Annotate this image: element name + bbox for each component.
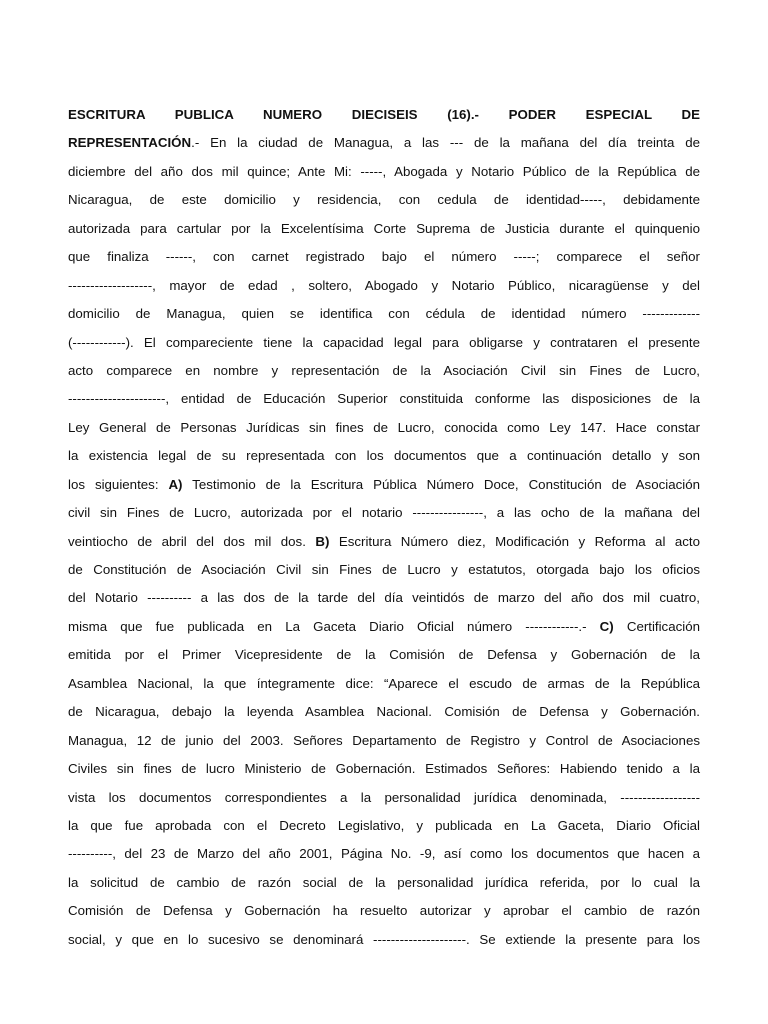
document-line <box>68 329 700 357</box>
text-segment: -------------------, mayor de edad , soltero, Abogado y Notario Público, nicaragüense y del <box>68 277 700 293</box>
text-segment: domicilio de Managua, quien se identifica con cédula de identidad número ------------- <box>68 306 700 322</box>
bold-text-segment: ESCRITURA PUBLICA NUMERO DIECISEIS (16).- PODER ESPECIAL DE <box>68 107 700 122</box>
text-segment: vista los documentos correspondientes a la personalidad jurídica denominada, ------------------ <box>68 789 700 805</box>
document-line <box>68 215 700 243</box>
document-line <box>68 442 700 470</box>
document-line <box>68 727 700 755</box>
document-line <box>68 499 700 527</box>
document-line <box>68 897 700 925</box>
document-line <box>68 869 700 897</box>
document-line <box>68 613 700 641</box>
text-segment: ----------------------, entidad de Educación Superior constituida conforme las disposiciones de la <box>68 391 700 407</box>
text-segment: Escritura Número diez, Modificación y Reforma al acto <box>329 533 701 549</box>
bold-text-segment: C) <box>599 618 614 634</box>
document-line <box>68 385 700 413</box>
text-segment: veintiocho de abril del dos mil dos. <box>68 533 316 549</box>
document-line <box>68 670 700 698</box>
text-segment: la que fue aprobada con el Decreto Legislativo, y publicada en La Gaceta, Diario Oficial <box>68 817 700 833</box>
document-line <box>68 243 700 271</box>
text-segment: Ley General de Personas Jurídicas sin fines de Lucro, conocida como Ley 147. Hace constar <box>68 419 700 435</box>
document-line <box>68 812 700 840</box>
bold-text-segment: B) <box>315 533 330 549</box>
document-line <box>68 556 700 584</box>
document-line <box>68 926 700 954</box>
document-line <box>68 641 700 669</box>
document-line <box>68 101 700 129</box>
text-segment: del Notario ---------- a las dos de la tarde del día veintidós de marzo del año dos mil cuatro, <box>68 590 700 606</box>
document-line <box>68 584 700 612</box>
document-line <box>68 528 700 556</box>
text-segment: Managua, 12 de junio del 2003. Señores Departamento de Registro y Control de Asociaciones <box>68 732 700 748</box>
document-body <box>68 101 700 954</box>
text-segment: civil sin Fines de Lucro, autorizada por el notario ----------------, a las ocho de la mañana del <box>68 505 700 521</box>
bold-text-segment: REPRESENTACIÓN <box>68 135 192 151</box>
document-line <box>68 272 700 300</box>
document-line <box>68 698 700 726</box>
bold-text-segment: A) <box>168 476 183 492</box>
text-segment: autorizada para cartular por la Excelentísima Corte Suprema de Justicia durante el quinquenio <box>68 220 700 236</box>
text-segment: Certificación <box>613 618 700 634</box>
text-segment: de Constitución de Asociación Civil sin Fines de Lucro y estatutos, otorgada bajo los oficios <box>68 562 700 577</box>
text-segment: acto comparece en nombre y representación de la Asociación Civil sin Fines de Lucro, <box>68 362 700 378</box>
text-segment: Comisión de Defensa y Gobernación ha resuelto autorizar y aprobar el cambio de razón <box>68 903 700 919</box>
document-line <box>68 414 700 442</box>
document-line <box>68 357 700 385</box>
text-segment: los siguientes: <box>68 476 169 492</box>
text-segment: la solicitud de cambio de razón social de la personalidad jurídica referida, por lo cual la <box>68 874 700 890</box>
text-segment: Nicaragua, de este domicilio y residencia, con cedula de identidad-----, debidamente <box>68 192 700 208</box>
text-segment: emitida por el Primer Vicepresidente de la Comisión de Defensa y Gobernación de la <box>68 647 700 663</box>
document-line <box>68 840 700 868</box>
document-line <box>68 784 700 812</box>
text-segment: misma que fue publicada en La Gaceta Diario Oficial número ------------.- <box>68 618 600 634</box>
document-line <box>68 186 700 214</box>
text-segment: Testimonio de la Escritura Pública Número Doce, Constitución de Asociación <box>182 476 700 492</box>
text-segment: la existencia legal de su representada con los documentos que a continuación detallo y son <box>68 448 700 464</box>
document-line <box>68 300 700 328</box>
document-line <box>68 471 700 499</box>
text-segment: Civiles sin fines de lucro Ministerio de Gobernación. Estimados Señores: Habiendo tenido a la <box>68 761 700 777</box>
text-segment: Asamblea Nacional, la que íntegramente dice: “Aparece el escudo de armas de la República <box>68 675 700 691</box>
text-segment: que finaliza ------, con carnet registrado bajo el número -----; comparece el señor <box>68 249 700 265</box>
document-line <box>68 755 700 783</box>
text-segment: (------------). El compareciente tiene la capacidad legal para obligarse y contrataren el presente <box>68 334 700 350</box>
text-segment: ----------, del 23 de Marzo del año 2001, Página No. -9, así como los documentos que hacen a <box>68 846 700 862</box>
text-segment: .- En la ciudad de Managua, a las --- de la mañana del día treinta de <box>191 135 700 151</box>
text-segment: diciembre del año dos mil quince; Ante Mi: -----, Abogada y Notario Público de la República de <box>68 163 700 179</box>
document-line <box>68 158 700 186</box>
text-segment: de Nicaragua, debajo la leyenda Asamblea Nacional. Comisión de Defensa y Gobernación. <box>68 704 700 720</box>
document-line <box>68 129 700 157</box>
text-segment: social, y que en lo sucesivo se denominará ---------------------. Se extiende la presente para los <box>68 931 700 947</box>
